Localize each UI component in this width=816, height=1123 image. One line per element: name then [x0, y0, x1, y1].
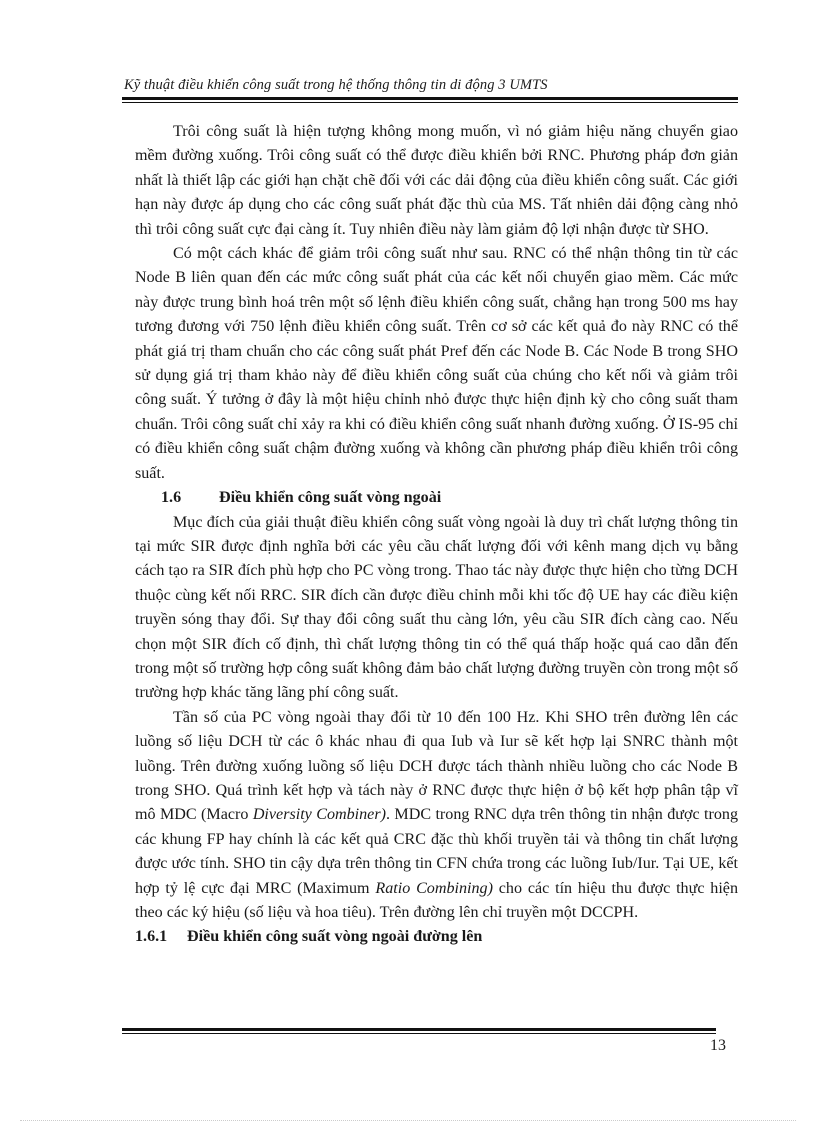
document-body — [135, 120, 738, 950]
paragraph-outer-loop-frequency — [135, 706, 738, 926]
footer-rule-thick — [122, 1028, 716, 1031]
footer-rule-thin — [122, 1033, 716, 1034]
italic-term-ratio-combining: Ratio Combining) — [375, 879, 493, 897]
running-header-title: Kỹ thuật điều khiển công suất trong hệ thống thông tin di động 3 UMTS — [124, 77, 548, 93]
header-rule-thick — [122, 97, 738, 100]
section-title: Điều khiển công suất vòng ngoài — [219, 489, 442, 507]
section-heading-1-6 — [135, 486, 738, 510]
page-edge-dotted-line — [20, 1120, 796, 1121]
section-number: 1.6 — [161, 489, 182, 507]
section-heading-1-6-1 — [135, 925, 738, 949]
header-rule-thin — [122, 102, 738, 103]
page-number: 13 — [710, 1037, 726, 1054]
section-number: 1.6.1 — [135, 928, 168, 946]
section-title: Điều khiển công suất vòng ngoài đường lên — [187, 928, 483, 946]
paragraph-drift-reduction: Có một cách khác để giảm trôi công suất như sau. RNC có thể nhận thông tin từ các Node B liên quan đến các mức công suất phát của các kết nối chuyển giao mềm. Các mức này được trung bình hoá trên một số lệnh điều khiển công suất, chẳng hạn trong 500 ms hay tương đương với 750 lệnh điều khiển công suất. Trên cơ sở các kết quả đo này RNC có thể phát giá trị tham chuẩn cho các công suất phát Pref đến các Node B. Các Node B trong SHO sử dụng giá trị tham khảo này để điều khiển công suất của chúng cho kết nối và giảm trôi công suất. Ý tưởng ở đây là một hiệu chỉnh nhỏ được thực hiện định kỳ cho công suất tham chuẩn. Trôi công suất chỉ xảy ra khi có điều khiển công suất nhanh đường xuống. Ở IS-95 chỉ có điều khiển công suất chậm đường xuống và không cần phương pháp điều khiển trôi công suất. — [135, 245, 738, 482]
paragraph-text-part: Tần số của PC vòng ngoài thay đổi từ 10 đến 100 Hz. Khi SHO trên đường lên các luồng số liệu DCH từ các ô khác nhau đi qua Iub và Iur sẽ kết hợp lại SNRC thành một luồng. Trên đường xuống luồng số liệu DCH được tách thành nhiều luồng cho các Node B trong SHO. Quá trình kết hợp và tách này ở RNC được thực hiện ở bộ kết hợp phân tập vĩ mô MDC (Macro — [135, 708, 738, 824]
paragraph-power-drift: Trôi công suất là hiện tượng không mong muốn, vì nó giảm hiệu năng chuyển giao mềm đường xuống. Trôi công suất có thể được điều khiển bởi RNC. Phương pháp đơn giản nhất là thiết lập các giới hạn chặt chẽ đối với các dải động của điều khiển công suất. Các giới hạn này được áp dụng cho các công suất phát đặc thù của MS. Tất nhiên dải động càng nhỏ thì trôi công suất cực đại càng ít. Tuy nhiên điều này làm giảm độ lợi nhận được từ SHO. — [135, 123, 738, 238]
paragraph-text-part: . MDC trong RNC dựa trên thông tin nhận được trong các khung FP hay chính là các kết quả CRC đặc thù khối truyền tải và thông tin chất lượng được ước tính. SHO tin cậy dựa trên thông tin CFN chứa trong các luồng Iub/Iur. Tại UE, kết hợp tỷ lệ cực đại MRC (Maximum — [135, 806, 739, 897]
italic-term-diversity-combiner: Diversity Combiner) — [252, 806, 386, 824]
paragraph-outer-loop-purpose: Mục đích của giải thuật điều khiển công suất vòng ngoài là duy trì chất lượng thông tin tại mức SIR được định nghĩa bởi các yêu cầu chất lượng đối với kênh mang dịch vụ bằng cách tạo ra SIR đích phù hợp cho PC vòng trong. Thao tác này được thực hiện cho từng DCH thuộc cùng kết nối RRC. SIR đích cần được điều chỉnh mỗi khi tốc độ UE hay các điều kiện truyền sóng thay đổi. Sự thay đổi công suất thu càng lớn, yêu cầu SIR đích càng cao. Nếu chọn một SIR đích cố định, thì chất lượng thông tin có thể quá thấp hoặc quá cao dẫn đến trong một số trường hợp công suất không đảm bảo chất lượng đường truyền còn trong một số trường hợp khác tăng lãng phí công suất. — [135, 513, 738, 702]
paragraph-text-part: cho các tín hiệu thu được thực hiện theo các ký hiệu (số liệu và hoa tiêu). Trên đường lên chỉ truyền một DCCPH. — [135, 879, 738, 921]
